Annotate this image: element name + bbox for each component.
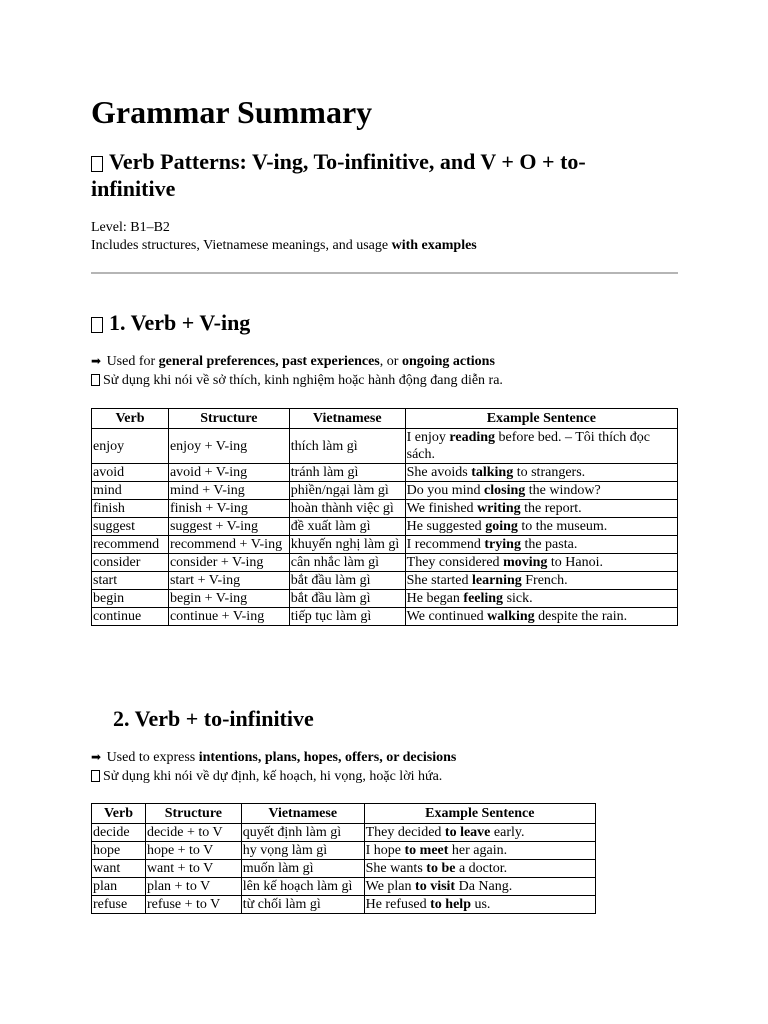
arrow-right-icon: ➡ (91, 750, 102, 764)
table-row (92, 500, 678, 518)
table-header-row (92, 409, 678, 429)
vietnamese-cell: muốn làm gì (241, 860, 364, 878)
example-cell: I hope to meet her again. (364, 842, 595, 860)
verb-cell: hope (92, 842, 146, 860)
structure-cell: recommend + V-ing (168, 536, 289, 554)
verb-cell: start (92, 572, 169, 590)
column-header: Example Sentence (405, 409, 677, 429)
verb-cell: suggest (92, 518, 169, 536)
vietnamese-cell: thích làm gì (289, 429, 405, 464)
verb-cell: refuse (92, 896, 146, 914)
section-2-usage (91, 748, 456, 767)
verb-cell: continue (92, 608, 169, 626)
section-2-heading: 2. Verb + to-infinitive (113, 706, 314, 731)
example-cell: We finished writing the report. (405, 500, 677, 518)
usage-prefix: Used to express (106, 750, 199, 765)
page-title: Grammar Summary (91, 94, 373, 130)
vietnamese-cell: hoàn thành việc gì (289, 500, 405, 518)
column-header: Structure (145, 804, 241, 824)
section-1-vietnamese-note (91, 371, 503, 390)
column-header: Vietnamese (241, 804, 364, 824)
document-meta (91, 219, 477, 255)
missing-glyph-icon (91, 374, 100, 386)
table-row (92, 429, 678, 464)
arrow-right-icon: ➡ (91, 354, 102, 368)
table-row (92, 590, 678, 608)
example-cell: He began feeling sick. (405, 590, 677, 608)
vietnamese-cell: bắt đầu làm gì (289, 590, 405, 608)
vietnamese-cell: quyết định làm gì (241, 824, 364, 842)
level-label: Level: B1–B2 (91, 220, 170, 235)
example-cell: He refused to help us. (364, 896, 595, 914)
structure-cell: suggest + V-ing (168, 518, 289, 536)
structure-cell: hope + to V (145, 842, 241, 860)
structure-cell: begin + V-ing (168, 590, 289, 608)
vietnamese-cell: tránh làm gì (289, 464, 405, 482)
example-cell: I recommend trying the pasta. (405, 536, 677, 554)
structure-cell: consider + V-ing (168, 554, 289, 572)
section-1-heading (91, 310, 250, 336)
verb-to-infinitive-table (91, 803, 596, 914)
usage-bold-2: ongoing actions (401, 354, 495, 369)
structure-cell: want + to V (145, 860, 241, 878)
verb-cell: plan (92, 878, 146, 896)
verb-cell: decide (92, 824, 146, 842)
structure-cell: mind + V-ing (168, 482, 289, 500)
vietnamese-cell: từ chối làm gì (241, 896, 364, 914)
example-cell: She started learning French. (405, 572, 677, 590)
vietnamese-cell: phiền/ngại làm gì (289, 482, 405, 500)
table-row (92, 860, 596, 878)
verb-cell: recommend (92, 536, 169, 554)
table-row (92, 554, 678, 572)
intro-text (91, 237, 477, 255)
document-subtitle (91, 148, 651, 202)
table-header-row (92, 804, 596, 824)
structure-cell: continue + V-ing (168, 608, 289, 626)
vietnamese-cell: hy vọng làm gì (241, 842, 364, 860)
example-cell: He suggested going to the museum. (405, 518, 677, 536)
verb-cell: avoid (92, 464, 169, 482)
subtitle-text: Verb Patterns: V-ing, To-infinitive, and V + O + to-infinitive (91, 149, 586, 201)
example-cell: They decided to leave early. (364, 824, 595, 842)
structure-cell: start + V-ing (168, 572, 289, 590)
verb-ing-table (91, 408, 678, 626)
verb-cell: begin (92, 590, 169, 608)
usage-prefix: Used for (106, 354, 159, 369)
structure-cell: decide + to V (145, 824, 241, 842)
vietnamese-cell: cân nhắc làm gì (289, 554, 405, 572)
table-row (92, 572, 678, 590)
structure-cell: plan + to V (145, 878, 241, 896)
vietnamese-cell: lên kế hoạch làm gì (241, 878, 364, 896)
example-cell: They considered moving to Hanoi. (405, 554, 677, 572)
missing-glyph-icon (91, 317, 103, 333)
verb-cell: consider (92, 554, 169, 572)
example-cell: We plan to visit Da Nang. (364, 878, 595, 896)
usage-bold-1: general preferences, past experiences (158, 354, 380, 369)
example-cell: I enjoy reading before bed. – Tôi thích đọc sách. (405, 429, 677, 464)
column-header: Vietnamese (289, 409, 405, 429)
vietnamese-cell: khuyến nghị làm gì (289, 536, 405, 554)
example-cell: She wants to be a doctor. (364, 860, 595, 878)
column-header: Structure (168, 409, 289, 429)
vi-note-text: Sử dụng khi nói về dự định, kế hoạch, hi vọng, hoặc lời hứa. (103, 769, 443, 784)
verb-cell: finish (92, 500, 169, 518)
verb-cell: mind (92, 482, 169, 500)
verb-cell: enjoy (92, 429, 169, 464)
vietnamese-cell: tiếp tục làm gì (289, 608, 405, 626)
vietnamese-cell: bắt đầu làm gì (289, 572, 405, 590)
table-row (92, 824, 596, 842)
section-2-vietnamese-note (91, 767, 442, 786)
example-cell: We continued walking despite the rain. (405, 608, 677, 626)
verb-cell: want (92, 860, 146, 878)
table-row (92, 464, 678, 482)
structure-cell: enjoy + V-ing (168, 429, 289, 464)
table-row (92, 518, 678, 536)
table-row (92, 896, 596, 914)
usage-bold-1: intentions, plans, hopes, offers, or decisions (198, 750, 457, 765)
structure-cell: refuse + to V (145, 896, 241, 914)
table-row (92, 536, 678, 554)
table-row (92, 482, 678, 500)
intro-plain: Includes structures, Vietnamese meanings, and usage (91, 238, 392, 253)
usage-mid: , or (379, 354, 402, 369)
divider (91, 272, 678, 274)
example-cell: Do you mind closing the window? (405, 482, 677, 500)
table-row (92, 608, 678, 626)
column-header: Example Sentence (364, 804, 595, 824)
table-row (92, 878, 596, 896)
missing-glyph-icon (91, 156, 103, 172)
column-header: Verb (92, 409, 169, 429)
section-1-usage (91, 352, 495, 371)
intro-bold: with examples (391, 238, 477, 253)
vietnamese-cell: đề xuất làm gì (289, 518, 405, 536)
column-header: Verb (92, 804, 146, 824)
structure-cell: finish + V-ing (168, 500, 289, 518)
missing-glyph-icon (91, 770, 100, 782)
vi-note-text: Sử dụng khi nói về sở thích, kinh nghiệm hoặc hành động đang diễn ra. (103, 373, 503, 388)
example-cell: She avoids talking to strangers. (405, 464, 677, 482)
section-1-title: 1. Verb + V-ing (109, 310, 251, 335)
structure-cell: avoid + V-ing (168, 464, 289, 482)
table-row (92, 842, 596, 860)
